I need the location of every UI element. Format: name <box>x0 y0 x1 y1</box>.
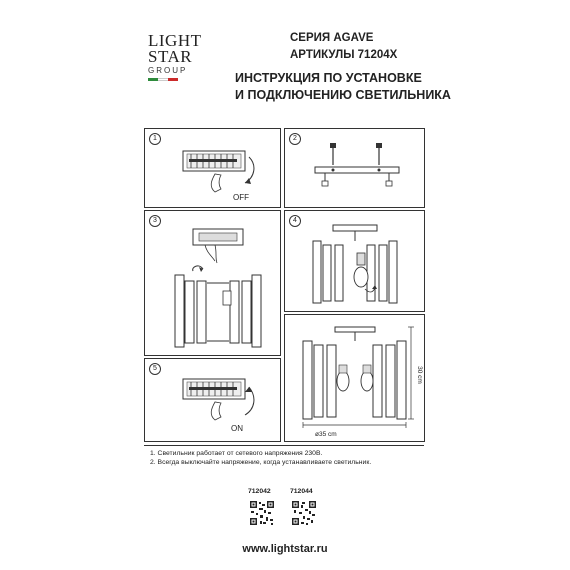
flag-stripe-white <box>158 78 168 81</box>
step-3-panel <box>144 210 281 356</box>
step-1-number: 1 <box>149 133 161 145</box>
document-title <box>235 70 451 104</box>
series-name: СЕРИЯ AGAVE <box>290 32 374 44</box>
italian-flag-icon <box>148 78 178 81</box>
step-4-number: 4 <box>289 215 301 227</box>
article-2: 712044 <box>290 488 313 495</box>
qr-code-icon <box>291 500 317 526</box>
bulb-install-illustration <box>285 211 424 311</box>
note-2: 2. Всегда выключайте напряжение, когда устанавливаете светильник. <box>150 459 372 466</box>
step-5-number: 5 <box>149 363 161 375</box>
title-line-2: И ПОДКЛЮЧЕНИЮ СВЕТИЛЬНИКА <box>235 88 451 102</box>
brand-logo <box>148 33 200 81</box>
qr-code-icon <box>249 500 275 526</box>
article-range: АРТИКУЛЫ 71204X <box>290 49 398 61</box>
article-1: 712042 <box>248 488 271 495</box>
notes-divider <box>144 445 424 446</box>
brand-line-2: STAR <box>148 47 193 66</box>
height-dimension-label: 30 cm <box>416 366 423 384</box>
on-label: ON <box>231 424 243 433</box>
note-1: 1. Светильник работает от сетевого напряжения 230В. <box>150 450 323 457</box>
breaker-off-illustration <box>145 129 280 207</box>
mounting-plate-illustration <box>285 129 424 207</box>
flag-stripe-red <box>168 78 178 81</box>
breaker-on-illustration <box>145 359 280 441</box>
step-3-number: 3 <box>149 215 161 227</box>
website-link[interactable]: www.lightstar.ru <box>242 543 328 555</box>
notes-block <box>150 449 371 467</box>
step-1-panel <box>144 128 281 208</box>
brand-line-3: GROUP <box>148 66 188 75</box>
flag-stripe-green <box>148 78 158 81</box>
step-2-panel <box>284 128 425 208</box>
dimensions-panel <box>284 314 425 442</box>
step-5-panel <box>144 358 281 442</box>
title-line-1: ИНСТРУКЦИЯ ПО УСТАНОВКЕ <box>235 71 422 85</box>
dimension-drawing <box>285 315 424 441</box>
off-label: OFF <box>233 193 249 202</box>
series-block <box>290 30 397 64</box>
diameter-dimension-label: ø35 cm <box>315 431 337 438</box>
step-2-number: 2 <box>289 133 301 145</box>
step-4-panel <box>284 210 425 312</box>
fixture-wiring-illustration <box>145 211 280 355</box>
brand-line-1: LIGHT <box>148 31 202 50</box>
